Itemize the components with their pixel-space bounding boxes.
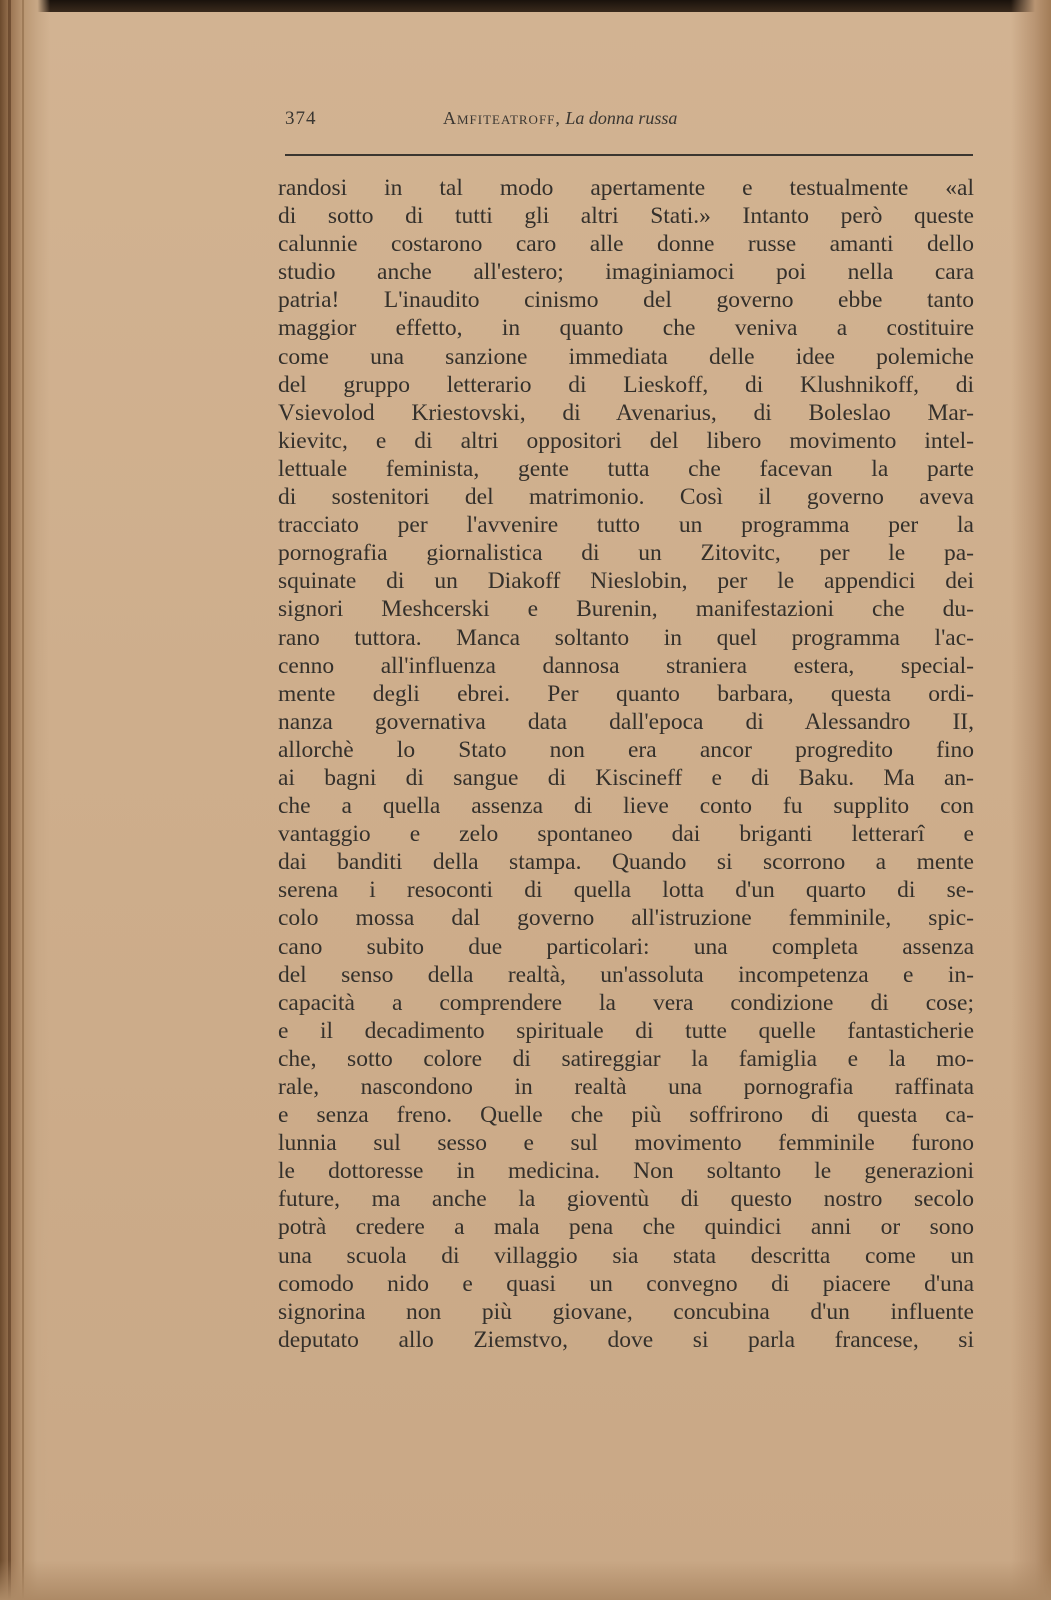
text-line: allorchè lo Stato non era ancor progredito fino bbox=[278, 736, 974, 763]
text-line: vantaggio e zelo spontaneo dai briganti letterarî e bbox=[278, 821, 974, 848]
text-line: future, ma anche la gioventù di questo nostro secolo bbox=[278, 1186, 974, 1213]
text-line: patria! L'inaudito cinismo del governo ebbe tanto bbox=[278, 287, 974, 314]
text-line: comodo nido e quasi un convegno di piacere d'una bbox=[278, 1270, 974, 1297]
text-line: pornografia giornalistica di un Zitovitc, per le pa- bbox=[278, 540, 974, 567]
text-line: di sostenitori del matrimonio. Così il governo aveva bbox=[278, 484, 974, 511]
book-binding-edge bbox=[0, 0, 50, 1600]
text-line: mente degli ebrei. Per quanto barbara, questa ordi- bbox=[278, 680, 974, 707]
running-head-title bbox=[443, 108, 677, 129]
text-line: kievitc, e di altri oppositori del libero movimento intel- bbox=[278, 427, 974, 454]
page-bottom-edge bbox=[0, 1560, 1051, 1600]
text-line: deputato allo Ziemstvo, dove si parla francese, si bbox=[278, 1326, 974, 1353]
text-line: come una sanzione immediata delle idee polemiche bbox=[278, 343, 974, 370]
text-line: studio anche all'estero; imaginiamoci poi nella cara bbox=[278, 259, 974, 286]
text-line: che, sotto colore di satireggiar la famiglia e la mo- bbox=[278, 1045, 974, 1072]
text-line: tracciato per l'avvenire tutto un programma per la bbox=[278, 512, 974, 539]
text-line: lettuale feminista, gente tutta che facevan la parte bbox=[278, 455, 974, 482]
text-line: signorina non più giovane, concubina d'un influente bbox=[278, 1298, 974, 1325]
text-line: colo mossa dal governo all'istruzione femminile, spic- bbox=[278, 905, 974, 932]
page-right-edge bbox=[1011, 0, 1051, 1600]
text-line: dai banditi della stampa. Quando si scorrono a mente bbox=[278, 849, 974, 876]
text-line: signori Meshcerski e Burenin, manifestazioni che du- bbox=[278, 596, 974, 623]
running-head bbox=[285, 108, 973, 144]
text-line: che a quella assenza di lieve conto fu supplito con bbox=[278, 793, 974, 820]
text-line: lunnia sul sesso e sul movimento femminile furono bbox=[278, 1130, 974, 1157]
header-rule bbox=[285, 154, 973, 156]
text-line: del senso della realtà, un'assoluta incompetenza e in- bbox=[278, 961, 974, 988]
text-line: maggior effetto, in quanto che veniva a costituire bbox=[278, 315, 974, 342]
body-text bbox=[278, 174, 974, 1354]
text-line: cano subito due particolari: una completa assenza bbox=[278, 933, 974, 960]
text-line: nanza governativa data dall'epoca di Alessandro II, bbox=[278, 708, 974, 735]
text-line: potrà credere a mala pena che quindici anni or sono bbox=[278, 1214, 974, 1241]
text-line: una scuola di villaggio sia stata descritta come un bbox=[278, 1242, 974, 1269]
page-number: 374 bbox=[285, 108, 317, 129]
text-line: serena i resoconti di quella lotta d'un quarto di se- bbox=[278, 877, 974, 904]
text-line: e senza freno. Quelle che più soffrirono di questa ca- bbox=[278, 1102, 974, 1129]
running-head-book-title: La donna russa bbox=[565, 108, 678, 128]
text-line: cenno all'influenza dannosa straniera estera, special- bbox=[278, 652, 974, 679]
text-line: di sotto di tutti gli altri Stati.» Intanto però queste bbox=[278, 203, 974, 230]
text-line: del gruppo letterario di Lieskoff, di Klushnikoff, di bbox=[278, 371, 974, 398]
text-line: rano tuttora. Manca soltanto in quel programma l'ac- bbox=[278, 624, 974, 651]
text-line: Vsievolod Kriestovski, di Avenarius, di Boleslao Mar- bbox=[278, 399, 974, 426]
text-line: capacità a comprendere la vera condizione di cose; bbox=[278, 989, 974, 1016]
page-top-edge bbox=[0, 0, 1051, 12]
text-line: ai bagni di sangue di Kiscineff e di Baku. Ma an- bbox=[278, 764, 974, 791]
text-line: randosi in tal modo apertamente e testualmente «al bbox=[278, 175, 974, 201]
text-line: e il decadimento spirituale di tutte quelle fantasticherie bbox=[278, 1017, 974, 1044]
text-line: calunnie costarono caro alle donne russe amanti dello bbox=[278, 231, 974, 258]
running-head-author: Amfiteatroff, bbox=[443, 108, 561, 128]
text-line: le dottoresse in medicina. Non soltanto le generazioni bbox=[278, 1158, 974, 1185]
text-line: squinate di un Diakoff Nieslobin, per le appendici dei bbox=[278, 568, 974, 595]
text-line: rale, nascondono in realtà una pornografia raffinata bbox=[278, 1074, 974, 1100]
